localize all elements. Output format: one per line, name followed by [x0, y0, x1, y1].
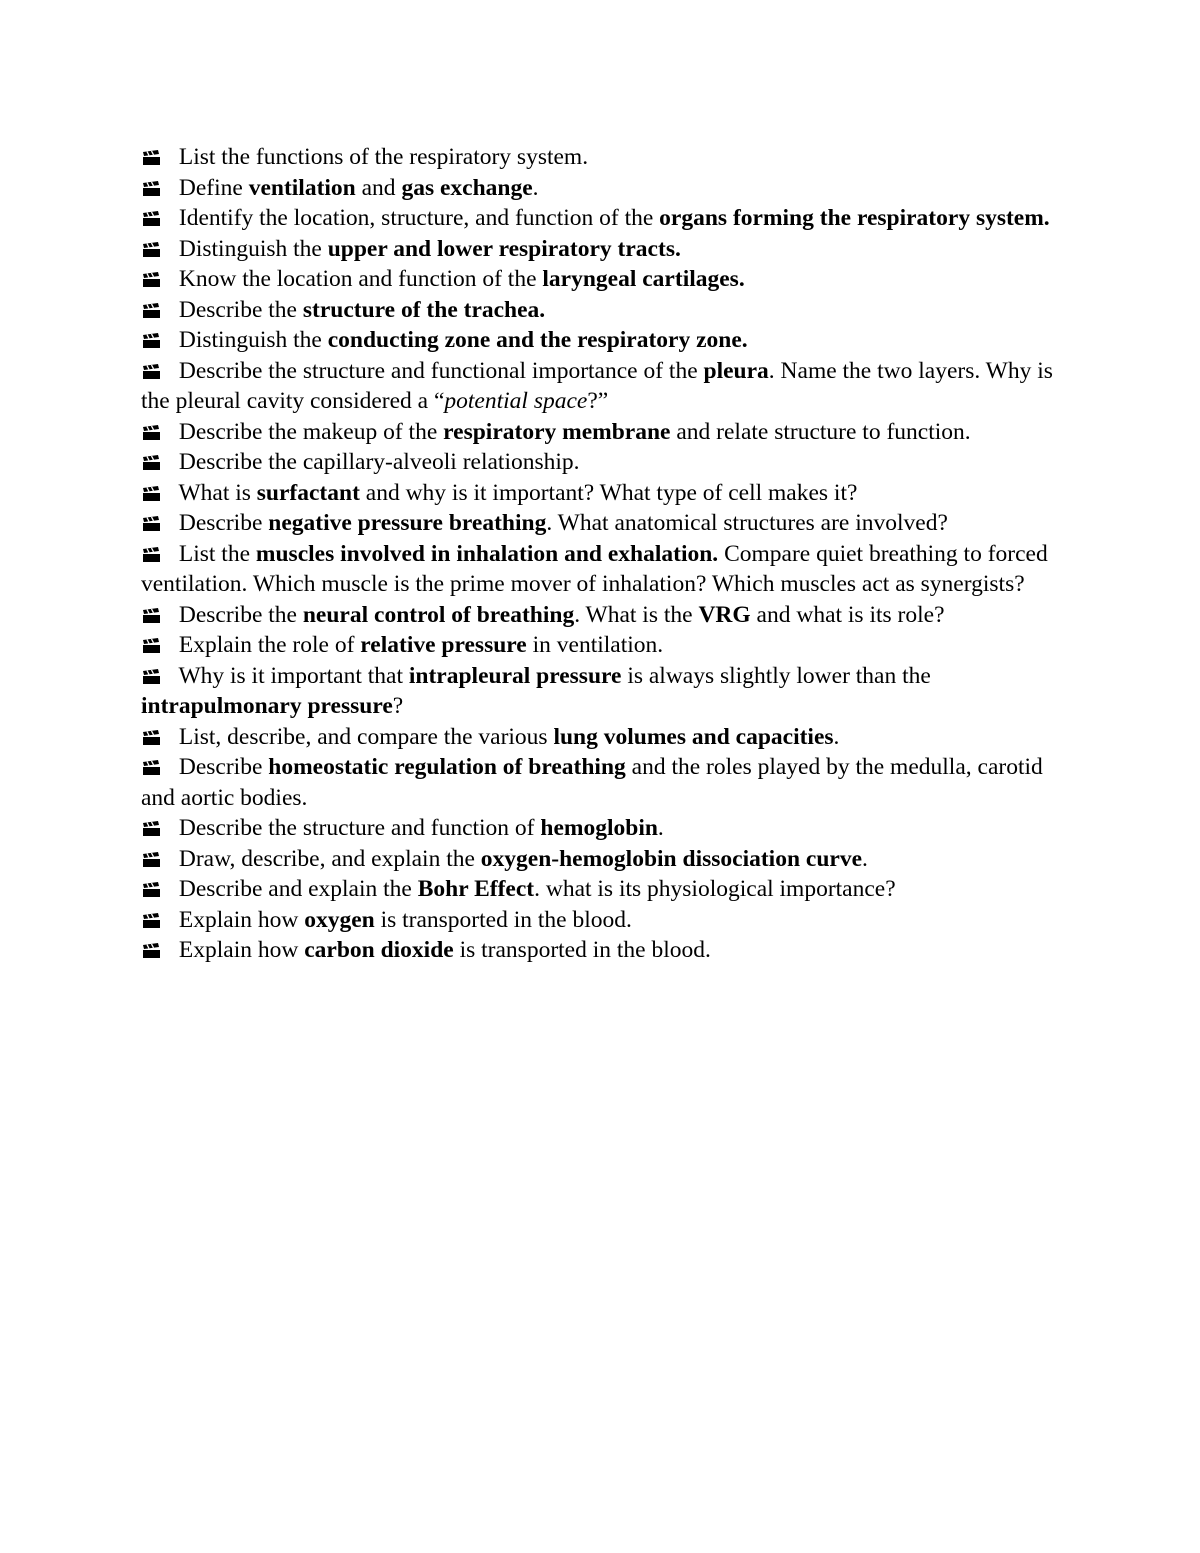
clapperboard-icon — [143, 455, 160, 470]
clapperboard-icon — [143, 882, 160, 897]
objective-text: is transported in the blood. — [453, 937, 711, 963]
objective-text: and the roles played by the medulla, carotid and aortic bodies. — [141, 754, 1043, 811]
clapperboard-icon — [143, 303, 160, 318]
clapperboard-icon — [143, 608, 160, 623]
objective-text: . — [657, 815, 664, 841]
objective-item — [141, 142, 1071, 173]
objective-text: Describe — [178, 510, 269, 536]
bold-term: pleura — [703, 357, 769, 384]
bold-term: oxygen — [304, 906, 375, 933]
clapperboard-icon — [143, 852, 160, 867]
objective-item — [141, 630, 1071, 661]
objective-text: List the functions of the respiratory system. — [178, 144, 589, 170]
clapperboard-icon — [143, 913, 160, 928]
clapperboard-icon — [143, 547, 160, 562]
clapperboard-icon — [143, 211, 160, 226]
objective-text: Identify the location, structure, and function of the — [178, 205, 660, 231]
objective-item — [141, 234, 1071, 265]
objective-text: . — [862, 845, 868, 872]
objective-text: List the — [178, 540, 256, 567]
objective-text: Know the location and function of the — [178, 266, 543, 292]
bold-term: homeostatic regulation of breathing — [268, 754, 626, 780]
objective-item — [141, 905, 1071, 936]
bold-term: surfactant — [256, 479, 360, 506]
objective-text: and why is it important? What type of cell makes it? — [359, 479, 858, 506]
clapperboard-icon — [143, 516, 160, 531]
learning-objectives-list — [141, 142, 1071, 966]
objective-item — [141, 417, 1071, 448]
objective-text: Distinguish the — [178, 327, 328, 353]
objective-text: . What anatomical structures are involved? — [546, 510, 948, 536]
objective-item — [141, 935, 1071, 966]
objective-item — [141, 844, 1071, 875]
objective-item — [141, 874, 1071, 905]
objective-item — [141, 173, 1071, 204]
clapperboard-icon — [143, 181, 160, 196]
clapperboard-icon — [143, 272, 160, 287]
objective-item — [141, 295, 1071, 326]
bold-term: negative pressure breathing — [268, 510, 547, 536]
objective-text: . — [532, 174, 539, 201]
objective-text: and what is its role? — [750, 601, 945, 628]
bold-term: hemoglobin — [540, 815, 658, 841]
objective-item — [141, 813, 1071, 844]
objective-item — [141, 508, 1071, 539]
objective-text: ?” — [587, 388, 609, 414]
bold-term: relative pressure — [360, 632, 527, 658]
objective-item — [141, 325, 1071, 356]
bold-term: respiratory membrane — [443, 418, 671, 445]
bold-term: lung volumes and capacities — [553, 723, 834, 750]
clapperboard-icon — [143, 638, 160, 653]
objective-item — [141, 447, 1071, 478]
objective-text: . what is its physiological importance? — [534, 876, 896, 902]
bold-term: VRG — [698, 601, 751, 628]
objective-text: What is — [178, 479, 257, 506]
objective-text: Explain the role of — [178, 632, 361, 658]
objective-text: is transported in the blood. — [374, 906, 632, 933]
objective-text: Explain how — [178, 937, 305, 963]
objective-item — [141, 539, 1071, 600]
bold-term: conducting zone and the respiratory zone. — [327, 327, 748, 353]
objective-text: Compare quiet breathing to forced ventilation. Which muscle is the prime mover of inhalation? Which muscles act as synergists? — [141, 540, 1048, 597]
clapperboard-icon — [143, 821, 160, 836]
objective-text: Describe the makeup of the — [178, 418, 444, 445]
bold-term: neural control of breathing — [302, 601, 575, 628]
objective-text: List, describe, and compare the various — [178, 723, 554, 750]
objective-text: and relate structure to function. — [670, 418, 971, 445]
bold-term: muscles involved in inhalation and exhalation. — [255, 540, 719, 567]
objective-text: Describe the capillary-alveoli relationship. — [178, 449, 580, 475]
objective-text: Describe — [178, 754, 269, 780]
objective-text: Draw, describe, and explain the — [178, 845, 481, 872]
objective-item — [141, 356, 1071, 417]
bold-term: intrapulmonary pressure — [141, 693, 393, 719]
bold-term: gas exchange — [401, 174, 533, 201]
objective-item — [141, 600, 1071, 631]
objective-item — [141, 752, 1071, 813]
bold-term: intrapleural pressure — [408, 662, 622, 689]
objective-item — [141, 478, 1071, 509]
bold-term: oxygen-hemoglobin dissociation curve — [480, 845, 863, 872]
clapperboard-icon — [143, 242, 160, 257]
bold-term: organs forming the respiratory system. — [659, 205, 1050, 231]
clapperboard-icon — [143, 486, 160, 501]
clapperboard-icon — [143, 669, 160, 684]
objective-text: Describe the structure and functional importance of the — [178, 357, 704, 384]
objective-text: . — [833, 723, 840, 750]
objective-text: Explain how — [178, 906, 305, 933]
objective-item — [141, 203, 1071, 234]
objective-item — [141, 722, 1071, 753]
italic-term: potential space — [444, 388, 588, 414]
bold-term: Bohr Effect — [417, 876, 535, 902]
clapperboard-icon — [143, 943, 160, 958]
objective-text: Describe the — [178, 601, 303, 628]
objective-text: in ventilation. — [526, 632, 664, 658]
objective-text: and — [355, 174, 402, 201]
objective-item — [141, 661, 1071, 722]
objective-text: . Name the two layers. Why is the pleural cavity considered a “ — [141, 357, 1053, 414]
clapperboard-icon — [143, 150, 160, 165]
objective-item — [141, 264, 1071, 295]
clapperboard-icon — [143, 364, 160, 379]
bold-term: upper and lower respiratory tracts. — [327, 235, 681, 262]
clapperboard-icon — [143, 730, 160, 745]
bold-term: structure of the trachea. — [302, 296, 546, 323]
objective-text: is always slightly lower than the — [621, 662, 931, 689]
clapperboard-icon — [143, 333, 160, 348]
objective-text: ? — [392, 693, 404, 719]
objective-text: . What is the — [574, 601, 699, 628]
objective-text: Describe and explain the — [178, 876, 418, 902]
clapperboard-icon — [143, 760, 160, 775]
objective-text: Define — [178, 174, 249, 201]
bold-term: carbon dioxide — [304, 937, 454, 963]
clapperboard-icon — [143, 425, 160, 440]
objective-text: Why is it important that — [178, 662, 409, 689]
bold-term: ventilation — [248, 174, 356, 201]
objective-text: Distinguish the — [178, 235, 328, 262]
objective-text: Describe the structure and function of — [178, 815, 541, 841]
bold-term: laryngeal cartilages. — [542, 266, 745, 292]
objective-text: Describe the — [178, 296, 303, 323]
